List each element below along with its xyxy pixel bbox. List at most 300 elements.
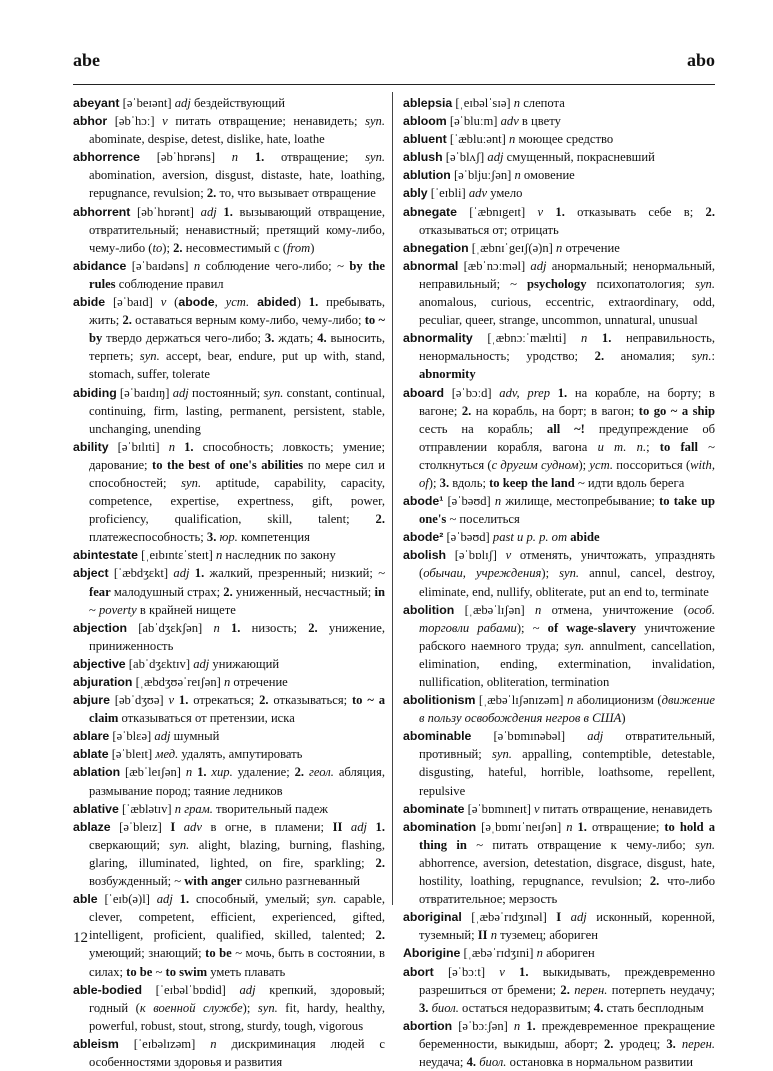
italic-label: мед. — [155, 747, 179, 762]
headword: abnormal — [403, 258, 459, 273]
definition-text: слепота — [520, 96, 565, 110]
definition-text: стать бесплодным — [603, 1000, 704, 1015]
definition-text: отказываться от; отрицать — [419, 222, 559, 237]
definition-text: [ˌæbəˈlɪʃənɪzəm] — [475, 693, 567, 708]
dictionary-entry — [403, 727, 715, 799]
definition-text: пребывать, жить; — [89, 295, 386, 328]
dictionary-entry — [73, 727, 385, 745]
definition-text: anomalous, curious, eccentric, extraordinary, odd, peculiar, queer, strange, uncommon, unnatural, unusual — [419, 295, 715, 328]
definition-text: в цвету — [518, 114, 561, 129]
italic-label: n — [168, 439, 176, 454]
dictionary-entry — [403, 963, 715, 1017]
definition-text: отвращение; — [264, 150, 366, 165]
definition-text: твердо держаться чего-либо; — [102, 331, 265, 346]
definition-text: платежеспособность; — [89, 530, 207, 545]
definition-text: [əˈbleɪz] — [110, 819, 171, 834]
definition-text: умело — [487, 186, 523, 201]
definition-text: [æbˈnɔːməl] — [458, 258, 531, 273]
italic-label: adj — [487, 150, 504, 165]
definition-text: соблюдение правил — [115, 276, 224, 291]
italic-label: syn. — [365, 150, 386, 165]
definition-text: ~ поселиться — [446, 512, 520, 527]
headword: ablative — [73, 801, 119, 816]
definition-text: аболиционизм ( — [573, 693, 662, 708]
headword: abided — [257, 295, 297, 310]
definition-text: туземец; абориген — [497, 928, 598, 943]
italic-label: adj — [587, 729, 604, 744]
definition-text: компетенция — [237, 530, 310, 545]
definition-text: унижающий — [209, 656, 280, 671]
bold-phrase: 2. — [603, 1036, 614, 1051]
definition-text: ждать; — [274, 331, 318, 346]
dictionary-entry — [73, 112, 385, 148]
italic-label: v — [168, 693, 175, 708]
definition-text: [əˈbleɪt] — [108, 747, 156, 762]
definition-text: ) — [621, 711, 626, 726]
bold-phrase: 1. — [504, 964, 529, 979]
definition-text: ~ питать отвращение к чему-либо; — [466, 837, 696, 852]
definition-text: бездействующий — [190, 96, 285, 110]
italic-label: n — [193, 258, 201, 273]
definition-text: выкидывать, преждевременно разрешиться от бремени; — [419, 964, 715, 997]
italic-label: syn. — [365, 114, 385, 129]
bold-phrase: 1. — [543, 204, 565, 219]
bold-phrase: 1. — [572, 819, 587, 834]
definition-text: аномалия; — [604, 349, 692, 364]
headword: abomination — [403, 819, 477, 834]
headword: ableism — [73, 1036, 119, 1051]
definition-text: [əˈbaɪdɪŋ] — [116, 385, 173, 400]
bold-phrase: 3. — [439, 475, 450, 490]
definition-text: constant, continual, continuing, firm, lasting, permanent, persistent, stable, unchanging, unending — [89, 385, 385, 436]
dictionary-entry — [403, 818, 715, 908]
definition-text: по мере сил и способностей; — [89, 457, 385, 490]
bold-phrase: 4. — [317, 331, 327, 346]
definition-text: [ˈeɪbəlɪzəm] — [118, 1036, 211, 1051]
definition-text: психопатология; — [586, 276, 696, 291]
definition-text: несовместимый с ( — [182, 240, 287, 255]
definition-text: [əˈbluːm] — [446, 114, 501, 129]
dictionary-entry — [403, 166, 715, 184]
definition-text: [ˌeɪbəlˈsɪə] — [452, 96, 514, 110]
headword: abjective — [73, 656, 126, 671]
italic-label: adj — [172, 385, 189, 400]
right-column — [403, 94, 715, 1071]
definition-text: неправильность, ненормальность; уродство; — [419, 331, 716, 364]
bold-phrase: to fall — [659, 439, 698, 454]
definition-text: [ˌæbnɔːˈmælɪti] — [472, 331, 581, 346]
bold-phrase: 1. — [175, 439, 194, 454]
bold-phrase: 3. — [666, 1036, 676, 1051]
definition-text: [əˌbɒmɪˈneɪʃən] — [476, 819, 567, 834]
bold-phrase: 2. — [223, 584, 233, 599]
definition-text: на корабль, на борт; в вагон; — [471, 403, 639, 418]
bold-phrase: 2. — [594, 349, 605, 364]
definition-text: сильно разгневанный — [241, 874, 361, 889]
italic-label: adj — [156, 892, 173, 907]
italic-label: adj — [342, 819, 368, 834]
italic-label: syn. — [181, 475, 202, 490]
definition-text: жалкий, презренный; низкий; ~ — [204, 566, 386, 581]
headword: ablaze — [73, 819, 111, 834]
dictionary-entry — [403, 148, 715, 166]
dictionary-entry — [403, 130, 715, 148]
bold-phrase: 2. — [560, 982, 570, 997]
bold-phrase: 2. — [705, 204, 715, 219]
definition-text: [abˈdʒɛkʃən] — [126, 620, 214, 635]
headword: abnegate — [403, 204, 457, 219]
italic-label: syn. — [257, 1000, 278, 1015]
dictionary-entry — [403, 384, 715, 493]
bold-phrase: to hold a thing in — [419, 819, 716, 852]
definition-text: сесть на корабль; — [419, 421, 547, 436]
definition-text: отмена, уничтожение ( — [541, 602, 688, 617]
definition-text: униженный, несчастный; — [232, 584, 375, 599]
dictionary-entry — [403, 1017, 715, 1071]
definition-text: моющее средство — [515, 132, 614, 147]
headword: abhorrent — [73, 204, 131, 219]
headword: ably — [403, 186, 428, 201]
bold-phrase: 2. — [649, 874, 660, 889]
bold-phrase: 2. — [173, 240, 183, 255]
headword: abolish — [403, 548, 447, 563]
italic-label: n — [556, 240, 563, 255]
definition-text: постоянный; — [188, 385, 264, 400]
bold-phrase: 2. — [375, 855, 385, 870]
definition-text: способность; ловкость; умение; дарование; — [89, 439, 385, 472]
definition-text: [ˌæbəˈrɪdʒɪnəl] — [461, 910, 557, 925]
definition-text: жилище, местопребывание; — [501, 494, 660, 509]
italic-label: syn. — [695, 276, 715, 291]
bold-phrase: 1. — [172, 892, 190, 907]
dictionary-entry — [73, 763, 385, 799]
definition-text: appalling, contemptible, detestable, disgusting, hateful, horrible, loathsome, repellent, repulsive — [419, 747, 715, 798]
definition-text: aptitude, capability, capacity, competence, expertise, expertness, gift, power, proficiency, qualification, skill, talent; — [89, 475, 385, 527]
definition-text: творительный падеж — [212, 801, 328, 816]
headword: abolitionism — [403, 693, 476, 708]
bold-phrase: to swim — [165, 964, 208, 979]
headword: ablush — [403, 150, 443, 165]
definition-text: низость; — [240, 620, 309, 635]
headword: abnegation — [403, 240, 469, 255]
italic-label: n — [566, 819, 573, 834]
italic-label: n — [513, 1018, 521, 1033]
definition-text: потерпеть неудачу; — [607, 982, 715, 997]
bold-phrase: 1. — [216, 204, 233, 219]
definition-text: [abˈdʒɛktɪv] — [125, 656, 194, 671]
definition-text: дискриминация людей с особенностями здоровья и развития — [89, 1036, 386, 1069]
italic-label: n — [231, 150, 239, 165]
bold-phrase: 4. — [593, 1000, 604, 1015]
definition-text: alight, blazing, burning, flashing, glaring, illuminated, lighted, on fire, sparkling; — [89, 837, 385, 870]
definition-text: [əˈbeɪənt] — [119, 96, 175, 110]
bold-phrase: 3. — [264, 331, 275, 346]
definition-text: [əˈblʌʃ] — [442, 150, 488, 165]
bold-phrase: abide — [570, 530, 600, 545]
definition-text: [əˈbɔːt] — [433, 964, 500, 979]
definition-text: удаление; — [232, 765, 295, 780]
bold-phrase: 2. — [308, 620, 318, 635]
bold-phrase: to ~ a claim — [89, 693, 386, 726]
headword: abhorrence — [73, 150, 140, 165]
italic-label: v — [537, 204, 544, 219]
dictionary-entry — [403, 691, 715, 727]
bold-phrase: 2. — [375, 512, 385, 527]
running-header-right: abo — [686, 50, 715, 70]
definition-text: остаться недоразвитым; — [458, 1000, 594, 1015]
definition-text: ); — [242, 1000, 258, 1015]
italic-label: юр. — [216, 530, 238, 545]
definition-text: [əˈbɒlɪʃ] — [446, 548, 506, 563]
bold-phrase: psychology — [527, 276, 587, 291]
definition-text: , — [214, 295, 226, 310]
bold-phrase: 2. — [375, 928, 385, 943]
bold-phrase: 2. — [259, 693, 269, 708]
italic-label: adj — [239, 982, 256, 997]
definition-text: умеющий; знающий; — [89, 946, 206, 961]
definition-text: [ˌæbəˈlɪʃən] — [454, 602, 536, 617]
bold-phrase: in — [374, 584, 385, 599]
italic-label: adj — [200, 204, 217, 219]
italic-label: n грам. — [174, 801, 213, 816]
headword: abjuration — [73, 675, 133, 689]
dictionary-entry — [403, 944, 715, 962]
italic-label: adv — [468, 186, 488, 201]
italic-label: перен. — [675, 1036, 716, 1051]
dictionary-entry — [73, 800, 385, 818]
definition-text: : — [711, 349, 715, 364]
definition-text: abomination, aversion, disgust, distaste, hate, loathing, repugnance, revulsion; — [89, 168, 385, 201]
definition-text: [ˌæbəˈrɪdʒɪni] — [460, 946, 537, 961]
definition-text: [əˈbaɪd] — [105, 295, 161, 310]
definition-text — [249, 295, 257, 309]
definition-text: [æbˈleɪʃən] — [120, 765, 186, 780]
italic-label: n — [223, 675, 231, 689]
running-header-left: abe — [73, 50, 100, 70]
headword: Aborigine — [403, 946, 461, 961]
headword: abintestate — [73, 548, 138, 563]
definition-text: [ˈæbnɪgeɪt] — [457, 204, 538, 219]
definition-text: ( — [166, 295, 179, 310]
bold-phrase: to the best of one's abilities — [152, 457, 304, 472]
headword: ablution — [403, 168, 451, 183]
italic-label: v — [499, 964, 505, 979]
definition-text: абориген — [542, 946, 595, 961]
definition-text: [ˈæbdʒɛkt] — [108, 566, 174, 581]
dictionary-entry — [73, 1035, 385, 1071]
definition-text: смущенный, покрасневший — [503, 150, 655, 165]
italic-label: геол. — [304, 765, 334, 780]
definition-text: ) — [310, 240, 315, 255]
italic-label: движение в пользу освобождения негров в США — [419, 693, 715, 726]
bold-phrase: 1. — [587, 331, 612, 346]
bold-phrase: 1. — [238, 150, 265, 165]
italic-label: n — [487, 928, 498, 943]
bold-phrase: 2. — [206, 186, 217, 201]
definition-text: ; — [646, 439, 660, 454]
headword: aboriginal — [403, 910, 462, 925]
italic-label: v — [160, 295, 167, 310]
definition-text: ); — [578, 457, 590, 472]
header-rule — [73, 84, 715, 85]
definition-text: исконный, коренной, туземный; — [419, 910, 715, 943]
definition-text: [ˌæbnɪˈgeɪʃ(ə)n] — [468, 240, 557, 255]
italic-label: перен. — [569, 982, 608, 997]
bold-phrase: by the rules — [89, 258, 385, 291]
definition-text: уничтожение рабского наемного труда; — [419, 620, 715, 653]
definition-text: возбужденный; ~ — [89, 874, 185, 889]
italic-label: adj — [561, 910, 587, 925]
dictionary-entry — [73, 745, 385, 763]
italic-label: n — [513, 96, 521, 110]
italic-label: adv — [175, 819, 202, 834]
bold-phrase: 1. — [174, 693, 189, 708]
italic-label: n — [210, 1036, 217, 1051]
italic-label: past и p. p. от — [492, 530, 568, 545]
italic-label: syn. — [316, 892, 337, 907]
headword: abortion — [403, 1018, 453, 1033]
italic-label: poverty — [98, 602, 137, 617]
bold-phrase: to take up one's — [419, 494, 715, 527]
definition-text: [əˈblɛə] — [109, 729, 155, 744]
italic-label: syn. — [564, 638, 585, 653]
dictionary-entry — [73, 257, 385, 293]
headword: abloom — [403, 114, 447, 129]
definition-text: ); ~ — [516, 620, 548, 635]
definition-text: питать отвращение; ненавидеть; — [167, 114, 366, 129]
dictionary-entry — [403, 257, 715, 329]
bold-phrase: abnormity — [419, 367, 476, 382]
headword: ability — [73, 439, 109, 454]
definition-text: [əˈbaɪdəns] — [126, 258, 194, 273]
dictionary-entry — [403, 800, 715, 818]
dictionary-entry — [403, 908, 715, 944]
definition-text: [ˌæbdʒʊəˈreɪʃən] — [132, 675, 224, 689]
definition-text: [əbˈhɒrəns] — [139, 150, 232, 165]
definition-text: отвращение; — [586, 819, 665, 834]
dictionary-entry — [73, 438, 385, 547]
definition-text: ~ — [89, 602, 99, 617]
definition-text: вдоль; — [449, 475, 490, 490]
definition-text: крепкий, здоровый; годный ( — [89, 982, 385, 1015]
definition-text: [ˈeɪbli] — [427, 186, 469, 201]
definition-text: шумный — [170, 729, 220, 744]
definition-text: [əˈbɒmɪnəbəl] — [471, 729, 588, 744]
bold-phrase: 1. — [308, 295, 319, 310]
column-divider — [392, 92, 393, 905]
definition-text: вызывающий отвращение, отвратительный; ненавистный; претящий кому-либо, чему-либо ( — [89, 204, 386, 255]
definition-text: ); — [162, 240, 174, 255]
dictionary-entry — [73, 546, 385, 564]
definition-text: [ˈæblətɪv] — [118, 801, 175, 816]
italic-label: уст. — [225, 295, 250, 310]
definition-text: fit, hardy, healthy, powerful, robust, stout, strong, sturdy, tough, vigorous — [89, 1000, 385, 1033]
headword: abominable — [403, 729, 472, 744]
bold-phrase: of wage-slavery — [547, 620, 637, 635]
definition-text: ); — [541, 566, 560, 581]
italic-label: n — [215, 548, 223, 563]
dictionary-entry — [73, 890, 385, 980]
headword: ablepsia — [403, 96, 453, 110]
definition-text: остановка в нормальном развитии — [506, 1054, 693, 1069]
italic-label: syn. — [263, 385, 284, 400]
dictionary-entry — [73, 94, 385, 112]
italic-label: v — [534, 801, 540, 816]
italic-label: n — [514, 168, 521, 183]
headword: ablare — [73, 729, 110, 744]
definition-text: соблюдение чего-либо; ~ — [200, 258, 350, 273]
definition-text: предупреждение об отправлении корабля, вагона — [419, 421, 716, 454]
definition-text: способный, умелый; — [189, 892, 317, 907]
definition-text: унижение, приниженность — [89, 620, 385, 653]
headword: abnormality — [403, 331, 473, 346]
left-column — [73, 94, 385, 1071]
definition-text: отречение — [562, 240, 620, 255]
dictionary-entry — [73, 691, 385, 727]
dictionary-entry — [73, 818, 385, 890]
italic-label: n — [566, 693, 574, 708]
definition-text: в огне, в пламени; — [201, 819, 333, 834]
dictionary-entry — [403, 546, 715, 600]
italic-label: с другим судном — [491, 457, 579, 472]
dictionary-entry — [403, 239, 715, 257]
definition-text: [əbˈhɒrənt] — [130, 204, 201, 219]
definition-text: abhorrence, aversion, detestation, disgrace, disgust, hate, hostility, loathing, repugnance, revulsion; — [419, 855, 715, 889]
definition-text: ~ идти вдоль берега — [574, 475, 685, 490]
dictionary-entry — [73, 619, 385, 655]
definition-text: [ˈæbluːənt] — [446, 132, 509, 147]
italic-label: from — [286, 240, 311, 255]
italic-label: syn. — [492, 747, 512, 762]
dictionary-entry — [403, 492, 715, 528]
bold-phrase: 2. — [122, 313, 132, 328]
bold-phrase: with anger — [184, 874, 242, 889]
definition-text: [əˈbɒmɪneɪt] — [464, 801, 535, 816]
italic-label: n — [581, 331, 588, 346]
bold-phrase: 2. — [294, 765, 305, 780]
italic-label: adv, prep — [499, 385, 551, 400]
definition-text: ~ столкнуться ( — [419, 439, 715, 472]
definition-text: ~ — [152, 964, 166, 979]
italic-label: v — [505, 548, 512, 563]
definition-text: отказывать себе в; — [564, 204, 706, 219]
definition-text: annul, cancel, destroy, eliminate, end, nullify, obliterate, put an end to, terminate — [419, 566, 716, 599]
headword: aboard — [403, 385, 444, 400]
italic-label: v — [162, 114, 168, 129]
bold-phrase: 2. — [461, 403, 472, 418]
italic-label: adj — [173, 566, 190, 581]
definition-text: [ˈeɪb(ə)l] — [97, 892, 157, 907]
headword: able-bodied — [73, 982, 143, 997]
headword: abidance — [73, 258, 127, 273]
definition-text: [əˈbɔːʃən] — [452, 1018, 514, 1033]
bold-phrase: 1. — [192, 765, 207, 780]
headword: abeyant — [73, 96, 120, 110]
definition-text: то, что вызывает отвращение — [216, 186, 376, 201]
definition-text: [ˈeɪbəlˈbɒdid] — [142, 982, 240, 997]
definition-text: уметь плавать — [207, 964, 286, 979]
italic-label: к военной службе — [139, 1000, 243, 1015]
bold-phrase: fear — [89, 584, 111, 599]
definition-text: анормальный; ненормальный, неправильный; ~ — [419, 258, 715, 291]
definition-text: что-либо отвратительное; мерзость — [419, 874, 715, 907]
dictionary-entry — [403, 94, 715, 112]
definition-text: преждевременное прекращение беременности, выкидыш, аборт; — [419, 1018, 715, 1051]
bold-phrase: II — [332, 819, 343, 834]
definition-text: [əˈbəʊd] — [443, 530, 493, 545]
definition-text: отказываться; — [268, 693, 352, 708]
bold-phrase: I — [556, 910, 562, 925]
